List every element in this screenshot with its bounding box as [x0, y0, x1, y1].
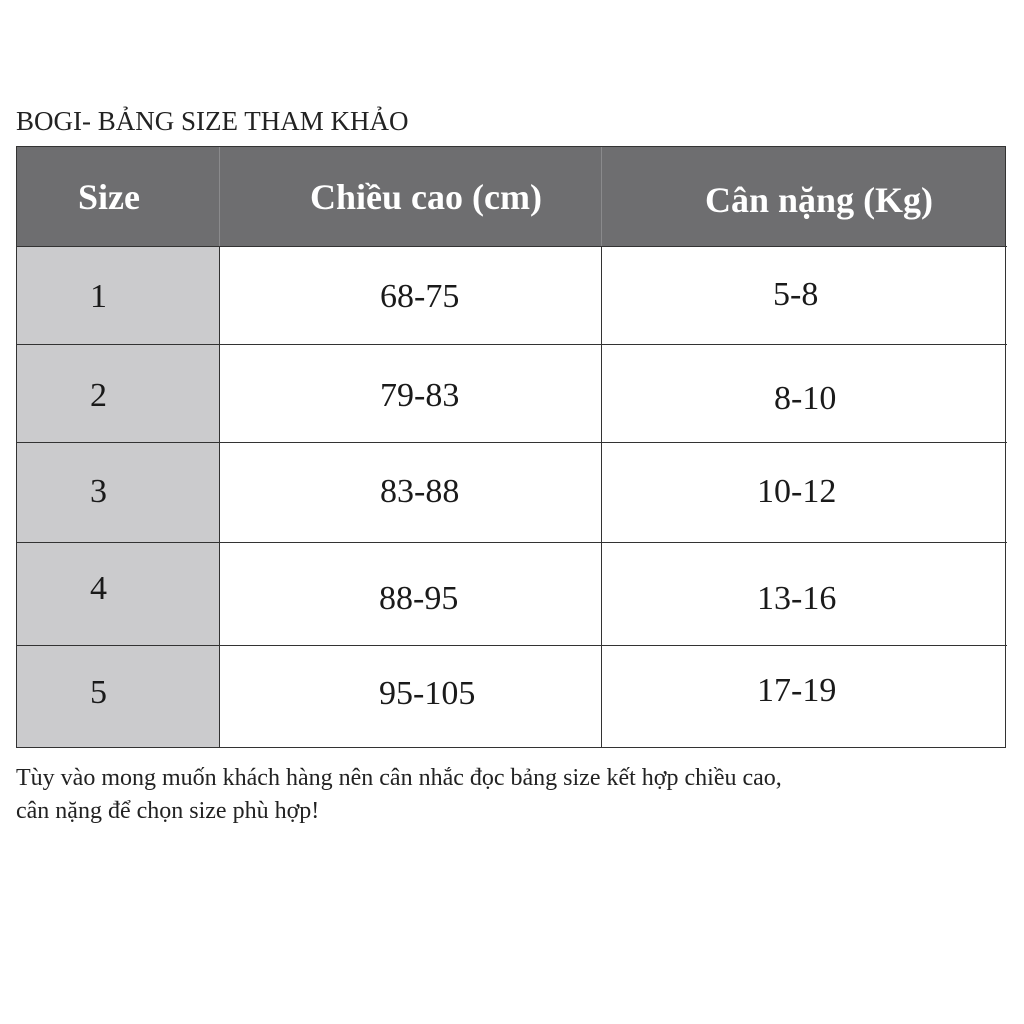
size-cell: 3 [17, 442, 219, 542]
size-cell: 1 [17, 246, 219, 344]
weight-cell: 8-10 [601, 344, 1007, 442]
height-cell: 79-83 [219, 344, 601, 442]
table-row [17, 246, 1005, 344]
note-line-1: Tùy vào mong muốn khách hàng nên cân nhắc đọc bảng size kết hợp chiều cao, [16, 765, 782, 791]
header-weight: Cân nặng (Kg) [601, 147, 1007, 246]
table-row [17, 542, 1005, 645]
weight-cell: 17-19 [601, 645, 1007, 747]
weight-cell: 5-8 [601, 246, 1007, 344]
header-height: Chiều cao (cm) [219, 147, 601, 246]
weight-cell: 13-16 [601, 542, 1007, 645]
table-header-row [17, 147, 1005, 246]
height-cell: 68-75 [219, 246, 601, 344]
height-cell: 83-88 [219, 442, 601, 542]
note-text [16, 762, 782, 828]
header-size: Size [78, 176, 140, 217]
size-cell: 4 [17, 542, 219, 645]
size-cell: 2 [17, 344, 219, 442]
page-title: BOGI- BẢNG SIZE THAM KHẢO [16, 106, 409, 136]
table-row [17, 645, 1005, 747]
note-line-2: cân nặng để chọn size phù hợp! [16, 798, 320, 824]
height-cell: 88-95 [219, 542, 601, 645]
height-cell: 95-105 [219, 645, 601, 747]
table-row [17, 442, 1005, 542]
weight-cell: 10-12 [601, 442, 1007, 542]
size-cell: 5 [17, 645, 219, 747]
table-row [17, 344, 1005, 442]
size-table [16, 146, 1006, 748]
